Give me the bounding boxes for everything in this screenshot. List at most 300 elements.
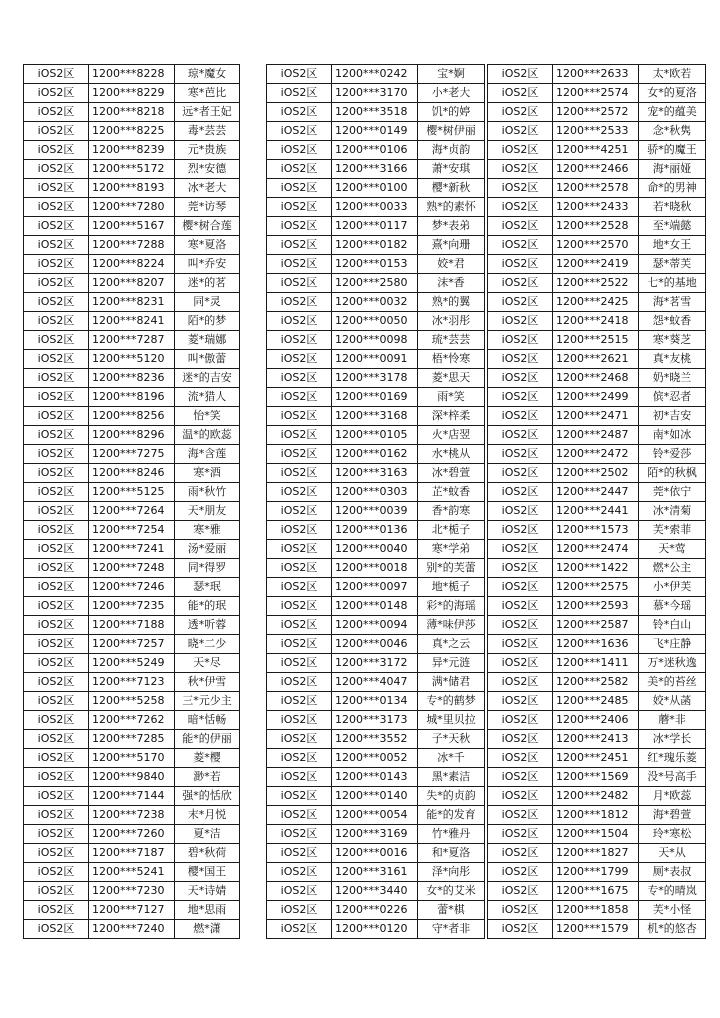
account-id-cell: 1200***2451	[553, 749, 639, 768]
server-cell: iOS2区	[488, 616, 553, 635]
server-cell: iOS2区	[267, 464, 332, 483]
server-cell: iOS2区	[488, 730, 553, 749]
nickname-cell: 蘑*非	[639, 711, 706, 730]
nickname-cell: 寒*雅	[175, 521, 240, 540]
account-id-cell: 1200***5120	[89, 350, 175, 369]
nickname-cell: 至*端懿	[639, 217, 706, 236]
server-cell: iOS2区	[267, 654, 332, 673]
nickname-cell: 渺*若	[175, 768, 240, 787]
account-id-cell: 1200***8231	[89, 293, 175, 312]
account-id-cell: 1200***5170	[89, 749, 175, 768]
server-cell: iOS2区	[267, 369, 332, 388]
nickname-cell: 地*女王	[639, 236, 706, 255]
account-id-cell: 1200***7235	[89, 597, 175, 616]
nickname-cell: 北*栀子	[418, 521, 485, 540]
server-cell: iOS2区	[267, 616, 332, 635]
account-id-cell: 1200***8196	[89, 388, 175, 407]
nickname-cell: 菱*樱	[175, 749, 240, 768]
account-id-cell: 1200***1812	[553, 806, 639, 825]
account-id-cell: 1200***0106	[332, 141, 418, 160]
account-id-cell: 1200***1858	[553, 901, 639, 920]
server-cell: iOS2区	[24, 540, 89, 559]
nickname-cell: 红*瑰乐菱	[639, 749, 706, 768]
account-id-cell: 1200***1636	[553, 635, 639, 654]
account-id-cell: 1200***0098	[332, 331, 418, 350]
table-row	[24, 236, 240, 255]
table-row	[488, 426, 706, 445]
table-row	[488, 445, 706, 464]
table-row	[24, 179, 240, 198]
table-row	[488, 559, 706, 578]
account-id-cell: 1200***5125	[89, 483, 175, 502]
table-row	[488, 597, 706, 616]
nickname-cell: 彩*的海瑶	[418, 597, 485, 616]
account-id-cell: 1200***3163	[332, 464, 418, 483]
table-row	[24, 863, 240, 882]
nickname-cell: 专*的鹤梦	[418, 692, 485, 711]
table-row	[24, 84, 240, 103]
nickname-cell: 天*莺	[639, 540, 706, 559]
account-id-cell: 1200***7238	[89, 806, 175, 825]
nickname-cell: 小*老大	[418, 84, 485, 103]
table-row	[24, 103, 240, 122]
nickname-cell: 燃*公主	[639, 559, 706, 578]
nickname-cell: 夏*洁	[175, 825, 240, 844]
account-id-cell: 1200***3552	[332, 730, 418, 749]
account-id-cell: 1200***0100	[332, 179, 418, 198]
table-row	[24, 787, 240, 806]
table-row	[488, 787, 706, 806]
table-row	[267, 787, 485, 806]
table-row	[267, 483, 485, 502]
nickname-cell: 姣*从菡	[639, 692, 706, 711]
table-row	[488, 578, 706, 597]
account-id-cell: 1200***7187	[89, 844, 175, 863]
table-row	[24, 635, 240, 654]
server-cell: iOS2区	[24, 559, 89, 578]
table-row	[24, 350, 240, 369]
table-row	[488, 806, 706, 825]
table-row	[267, 863, 485, 882]
account-id-cell: 1200***0046	[332, 635, 418, 654]
table-row	[24, 445, 240, 464]
account-id-cell: 1200***2406	[553, 711, 639, 730]
server-cell: iOS2区	[24, 901, 89, 920]
table-row	[488, 179, 706, 198]
table-row	[267, 407, 485, 426]
nickname-cell: 子*天秋	[418, 730, 485, 749]
server-cell: iOS2区	[488, 312, 553, 331]
server-cell: iOS2区	[267, 103, 332, 122]
table-row	[24, 521, 240, 540]
table-row	[24, 768, 240, 787]
account-id-cell: 1200***5241	[89, 863, 175, 882]
server-cell: iOS2区	[24, 369, 89, 388]
nickname-cell: 天*朋友	[175, 502, 240, 521]
server-cell: iOS2区	[267, 711, 332, 730]
nickname-cell: 城*里贝拉	[418, 711, 485, 730]
account-id-cell: 1200***8296	[89, 426, 175, 445]
table-row	[267, 331, 485, 350]
server-cell: iOS2区	[488, 122, 553, 141]
nickname-cell: 冰*碧萱	[418, 464, 485, 483]
table-row	[24, 407, 240, 426]
nickname-cell: 异*元涟	[418, 654, 485, 673]
server-cell: iOS2区	[24, 217, 89, 236]
account-id-cell: 1200***8246	[89, 464, 175, 483]
table-row	[24, 331, 240, 350]
nickname-cell: 琼*魔女	[175, 65, 240, 84]
account-id-cell: 1200***0162	[332, 445, 418, 464]
server-cell: iOS2区	[488, 635, 553, 654]
server-cell: iOS2区	[488, 293, 553, 312]
table-row	[267, 160, 485, 179]
server-cell: iOS2区	[24, 445, 89, 464]
nickname-cell: 叫*傲蕾	[175, 350, 240, 369]
table-row	[488, 388, 706, 407]
server-cell: iOS2区	[24, 692, 89, 711]
nickname-cell: 水*桃从	[418, 445, 485, 464]
table-row	[488, 331, 706, 350]
table-row	[24, 274, 240, 293]
table-row	[267, 65, 485, 84]
account-id-cell: 1200***8229	[89, 84, 175, 103]
account-id-cell: 1200***2528	[553, 217, 639, 236]
nickname-cell: 菱*思天	[418, 369, 485, 388]
table-row	[24, 65, 240, 84]
nickname-cell: 地*思雨	[175, 901, 240, 920]
nickname-cell: 温*的欧蕊	[175, 426, 240, 445]
account-id-cell: 1200***4251	[553, 141, 639, 160]
nickname-cell: 海*碧萱	[639, 806, 706, 825]
account-id-cell: 1200***2419	[553, 255, 639, 274]
account-id-cell: 1200***0143	[332, 768, 418, 787]
nickname-cell: 寒*葵芝	[639, 331, 706, 350]
account-id-cell: 1200***1422	[553, 559, 639, 578]
server-cell: iOS2区	[267, 787, 332, 806]
server-cell: iOS2区	[267, 274, 332, 293]
server-cell: iOS2区	[488, 578, 553, 597]
nickname-cell: 薄*味伊莎	[418, 616, 485, 635]
account-id-cell: 1200***8228	[89, 65, 175, 84]
account-id-cell: 1200***9840	[89, 768, 175, 787]
account-id-cell: 1200***7260	[89, 825, 175, 844]
nickname-cell: 竹*雅丹	[418, 825, 485, 844]
nickname-cell: 梧*怜寒	[418, 350, 485, 369]
server-cell: iOS2区	[24, 597, 89, 616]
nickname-cell: 烈*安德	[175, 160, 240, 179]
nickname-cell: 陌*的梦	[175, 312, 240, 331]
nickname-cell: 蕾*棋	[418, 901, 485, 920]
nickname-cell: 沫*香	[418, 274, 485, 293]
server-cell: iOS2区	[488, 521, 553, 540]
nickname-cell: 海*丽娅	[639, 160, 706, 179]
account-id-cell: 1200***8236	[89, 369, 175, 388]
table-row	[267, 654, 485, 673]
server-cell: iOS2区	[488, 426, 553, 445]
server-cell: iOS2区	[24, 407, 89, 426]
account-id-cell: 1200***8224	[89, 255, 175, 274]
table-row	[24, 749, 240, 768]
account-id-cell: 1200***0097	[332, 578, 418, 597]
table-row	[267, 464, 485, 483]
server-cell: iOS2区	[267, 445, 332, 464]
nickname-cell: 芙*索菲	[639, 521, 706, 540]
nickname-cell: 碧*秋荷	[175, 844, 240, 863]
nickname-cell: 能*的伊丽	[175, 730, 240, 749]
table-row	[267, 103, 485, 122]
table-row	[267, 255, 485, 274]
server-cell: iOS2区	[488, 160, 553, 179]
nickname-cell: 女*的艾米	[418, 882, 485, 901]
nickname-cell: 满*储君	[418, 673, 485, 692]
table-row	[267, 768, 485, 787]
account-id-cell: 1200***7123	[89, 673, 175, 692]
account-id-cell: 1200***8241	[89, 312, 175, 331]
account-id-cell: 1200***5249	[89, 654, 175, 673]
server-cell: iOS2区	[488, 65, 553, 84]
server-cell: iOS2区	[267, 768, 332, 787]
server-cell: iOS2区	[488, 502, 553, 521]
server-cell: iOS2区	[24, 141, 89, 160]
server-cell: iOS2区	[488, 768, 553, 787]
server-cell: iOS2区	[488, 350, 553, 369]
table-row	[267, 540, 485, 559]
table-row	[488, 540, 706, 559]
nickname-cell: 冰*千	[418, 749, 485, 768]
nickname-cell: 琉*芸芸	[418, 331, 485, 350]
table-row	[24, 578, 240, 597]
nickname-cell: 海*茗雪	[639, 293, 706, 312]
server-cell: iOS2区	[24, 787, 89, 806]
table-row	[24, 806, 240, 825]
table-row	[267, 673, 485, 692]
account-id-cell: 1200***7288	[89, 236, 175, 255]
server-cell: iOS2区	[267, 521, 332, 540]
server-cell: iOS2区	[488, 597, 553, 616]
account-id-cell: 1200***2418	[553, 312, 639, 331]
table-row	[488, 122, 706, 141]
account-id-cell: 1200***3518	[332, 103, 418, 122]
account-id-cell: 1200***7280	[89, 198, 175, 217]
server-cell: iOS2区	[24, 635, 89, 654]
server-cell: iOS2区	[24, 236, 89, 255]
table-row	[488, 293, 706, 312]
nickname-cell: 怨*蚊香	[639, 312, 706, 331]
account-id-cell: 1200***0182	[332, 236, 418, 255]
account-id-cell: 1200***2593	[553, 597, 639, 616]
server-cell: iOS2区	[267, 293, 332, 312]
server-cell: iOS2区	[24, 578, 89, 597]
server-cell: iOS2区	[267, 882, 332, 901]
nickname-cell: 末*月悦	[175, 806, 240, 825]
nickname-cell: 小*伊芙	[639, 578, 706, 597]
nickname-cell: 真*之云	[418, 635, 485, 654]
server-cell: iOS2区	[24, 844, 89, 863]
table-row	[488, 673, 706, 692]
server-cell: iOS2区	[267, 692, 332, 711]
table-row	[24, 464, 240, 483]
account-id-cell: 1200***2621	[553, 350, 639, 369]
nickname-cell: 莞*依宁	[639, 483, 706, 502]
nickname-cell: 失*的贞韵	[418, 787, 485, 806]
nickname-cell: 冰*羽彤	[418, 312, 485, 331]
nickname-cell: 冰*老大	[175, 179, 240, 198]
account-id-cell: 1200***0153	[332, 255, 418, 274]
nickname-cell: 同*灵	[175, 293, 240, 312]
server-cell: iOS2区	[267, 483, 332, 502]
nickname-cell: 萧*安琪	[418, 160, 485, 179]
table-row	[267, 825, 485, 844]
nickname-cell: 南*如冰	[639, 426, 706, 445]
server-cell: iOS2区	[488, 749, 553, 768]
table-row	[267, 597, 485, 616]
account-id-cell: 1200***8225	[89, 122, 175, 141]
server-cell: iOS2区	[488, 407, 553, 426]
table-row	[24, 616, 240, 635]
table-row	[488, 882, 706, 901]
server-cell: iOS2区	[488, 388, 553, 407]
nickname-cell: 瑟*蒂芙	[639, 255, 706, 274]
server-cell: iOS2区	[488, 692, 553, 711]
account-id-cell: 1200***0050	[332, 312, 418, 331]
account-id-cell: 1200***0039	[332, 502, 418, 521]
account-id-cell: 1200***2468	[553, 369, 639, 388]
server-cell: iOS2区	[267, 426, 332, 445]
nickname-cell: 守*者非	[418, 920, 485, 939]
nickname-cell: 樱*树伊丽	[418, 122, 485, 141]
server-cell: iOS2区	[267, 559, 332, 578]
table-row	[488, 654, 706, 673]
server-cell: iOS2区	[267, 540, 332, 559]
server-cell: iOS2区	[267, 502, 332, 521]
nickname-cell: 和*夏洛	[418, 844, 485, 863]
nickname-cell: 晓*二少	[175, 635, 240, 654]
server-cell: iOS2区	[267, 236, 332, 255]
nickname-cell: 暗*恬畅	[175, 711, 240, 730]
table-row	[24, 312, 240, 331]
nickname-cell: 芷*蚊香	[418, 483, 485, 502]
table-row	[267, 578, 485, 597]
account-id-cell: 1200***2487	[553, 426, 639, 445]
account-id-cell: 1200***0040	[332, 540, 418, 559]
server-cell: iOS2区	[24, 711, 89, 730]
account-id-cell: 1200***0226	[332, 901, 418, 920]
table-row	[267, 236, 485, 255]
account-id-cell: 1200***7287	[89, 331, 175, 350]
nickname-cell: 香*韵寒	[418, 502, 485, 521]
server-cell: iOS2区	[267, 312, 332, 331]
account-id-cell: 1200***2575	[553, 578, 639, 597]
nickname-cell: 宝*婀	[418, 65, 485, 84]
account-id-cell: 1200***2466	[553, 160, 639, 179]
table-row	[488, 65, 706, 84]
account-id-cell: 1200***8256	[89, 407, 175, 426]
nickname-cell: 熟*的翼	[418, 293, 485, 312]
server-cell: iOS2区	[488, 84, 553, 103]
server-cell: iOS2区	[24, 388, 89, 407]
account-id-cell: 1200***2499	[553, 388, 639, 407]
table-row	[488, 635, 706, 654]
account-id-cell: 1200***1411	[553, 654, 639, 673]
table-row	[488, 844, 706, 863]
account-id-cell: 1200***7144	[89, 787, 175, 806]
table-row	[488, 825, 706, 844]
account-id-cell: 1200***1569	[553, 768, 639, 787]
server-cell: iOS2区	[488, 103, 553, 122]
server-cell: iOS2区	[488, 236, 553, 255]
nickname-cell: 天*从	[639, 844, 706, 863]
account-id-cell: 1200***3178	[332, 369, 418, 388]
nickname-cell: 慕*今瑶	[639, 597, 706, 616]
table-row	[267, 749, 485, 768]
table-row	[24, 255, 240, 274]
table-row	[24, 141, 240, 160]
account-id-cell: 1200***7246	[89, 578, 175, 597]
nickname-cell: 莞*访琴	[175, 198, 240, 217]
account-id-cell: 1200***2441	[553, 502, 639, 521]
nickname-cell: 迷*的茗	[175, 274, 240, 293]
server-cell: iOS2区	[24, 331, 89, 350]
table-row	[24, 426, 240, 445]
nickname-cell: 陌*的秋枫	[639, 464, 706, 483]
server-cell: iOS2区	[488, 711, 553, 730]
account-id-cell: 1200***7285	[89, 730, 175, 749]
account-id-cell: 1200***2474	[553, 540, 639, 559]
table-row	[267, 711, 485, 730]
nickname-cell: 月*欧蕊	[639, 787, 706, 806]
account-id-cell: 1200***2447	[553, 483, 639, 502]
server-cell: iOS2区	[24, 730, 89, 749]
nickname-cell: 透*听蓉	[175, 616, 240, 635]
server-cell: iOS2区	[24, 483, 89, 502]
server-cell: iOS2区	[488, 673, 553, 692]
server-cell: iOS2区	[24, 312, 89, 331]
server-cell: iOS2区	[267, 578, 332, 597]
winners-table-2	[266, 64, 485, 939]
nickname-cell: 海*贞韵	[418, 141, 485, 160]
account-id-cell: 1200***0148	[332, 597, 418, 616]
table-row	[267, 616, 485, 635]
nickname-cell: 别*的芙蕾	[418, 559, 485, 578]
server-cell: iOS2区	[267, 749, 332, 768]
table-row	[267, 388, 485, 407]
server-cell: iOS2区	[488, 806, 553, 825]
server-cell: iOS2区	[24, 806, 89, 825]
nickname-cell: 天*尽	[175, 654, 240, 673]
server-cell: iOS2区	[267, 217, 332, 236]
account-id-cell: 1200***8239	[89, 141, 175, 160]
server-cell: iOS2区	[267, 407, 332, 426]
table-row	[488, 749, 706, 768]
account-id-cell: 1200***0105	[332, 426, 418, 445]
table-row	[24, 160, 240, 179]
table-row	[267, 84, 485, 103]
account-id-cell: 1200***0052	[332, 749, 418, 768]
nickname-cell: 姣*君	[418, 255, 485, 274]
nickname-cell: 骄*的魔王	[639, 141, 706, 160]
account-id-cell: 1200***2578	[553, 179, 639, 198]
account-id-cell: 1200***3169	[332, 825, 418, 844]
account-id-cell: 1200***2482	[553, 787, 639, 806]
nickname-cell: 火*店翌	[418, 426, 485, 445]
account-id-cell: 1200***0242	[332, 65, 418, 84]
nickname-cell: 远*者王妃	[175, 103, 240, 122]
table-row	[488, 255, 706, 274]
table-row	[24, 920, 240, 939]
server-cell: iOS2区	[24, 198, 89, 217]
nickname-cell: 怡*笑	[175, 407, 240, 426]
